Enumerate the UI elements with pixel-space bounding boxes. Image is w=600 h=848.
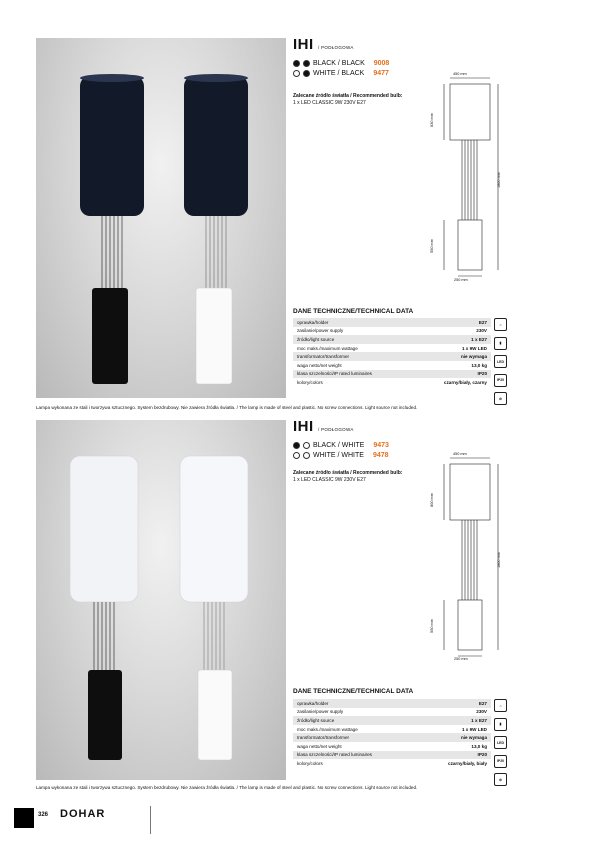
variant-row bbox=[293, 452, 389, 459]
shade-color-swatch bbox=[293, 60, 300, 67]
bulb-title: Zalecane źródło światła / Recommended bulb: bbox=[293, 93, 403, 99]
base-color-swatch bbox=[303, 442, 310, 449]
spec-label: moc maks./maximum wattage bbox=[297, 726, 358, 732]
shade-color-swatch bbox=[293, 70, 300, 77]
technical-data-title: DANE TECHNICZNE/TECHNICAL DATA bbox=[293, 308, 414, 315]
spec-label: transformator/transformer bbox=[297, 735, 350, 741]
spec-row bbox=[293, 344, 491, 353]
spec-value: E27 bbox=[478, 700, 487, 706]
spec-label: moc maks./maximum wattage bbox=[297, 345, 358, 351]
variant-code: 9473 bbox=[373, 442, 389, 449]
indoor-icon: ⌂ bbox=[494, 318, 507, 331]
spec-row bbox=[293, 716, 491, 725]
shade-color-swatch bbox=[293, 452, 300, 459]
base-color-swatch bbox=[303, 60, 310, 67]
spec-value: nie wymaga bbox=[460, 735, 487, 741]
dim-base-width: 250 mm bbox=[454, 278, 468, 282]
variant-label: BLACK / WHITE bbox=[313, 442, 365, 449]
lamp-icon: ▮ bbox=[494, 718, 507, 731]
no-dimmer-icon: ⊘ bbox=[494, 773, 507, 786]
spec-value: IP20 bbox=[477, 371, 487, 377]
dim-base-height: 550 mm bbox=[429, 239, 434, 253]
spec-row bbox=[293, 759, 491, 768]
spec-value: 230V bbox=[476, 328, 487, 334]
product-type: / PODŁOGOWA bbox=[318, 427, 354, 432]
variant-row bbox=[293, 60, 389, 67]
spec-row bbox=[293, 318, 491, 327]
shade-color-swatch bbox=[293, 442, 300, 449]
lamp-icon: ▮ bbox=[494, 337, 507, 350]
variant-code: 9008 bbox=[373, 60, 390, 67]
footer-block bbox=[14, 808, 34, 828]
spec-label: kolory/colors bbox=[297, 760, 323, 766]
brand-logo: DOHAR bbox=[60, 808, 106, 820]
page-number: 326 bbox=[38, 812, 49, 818]
spec-value: E27 bbox=[478, 319, 487, 325]
variant-row bbox=[293, 442, 389, 449]
product-type: / PODŁOGOWA bbox=[318, 45, 354, 50]
technical-data-table bbox=[293, 318, 491, 387]
spec-value: czarny/biały, czarny bbox=[443, 379, 487, 385]
spec-row bbox=[293, 327, 491, 336]
recommended-bulb bbox=[293, 93, 402, 106]
spec-row bbox=[293, 335, 491, 344]
lamp-illustration bbox=[36, 420, 286, 780]
led-icon: LED bbox=[494, 736, 507, 749]
spec-label: transformator/transformer bbox=[297, 354, 350, 360]
spec-label: klasa szczelności/IP rated luminaires bbox=[297, 371, 372, 377]
product-note: Lampa wykonana ze stali i tworzywa sztucznego. System bezdrubowy. Nie zawiera źródła światła. / The lamp is made of steel and plastic. No screw connections. Light source not included. bbox=[36, 405, 418, 410]
spec-label: oprawka/holder bbox=[297, 319, 329, 325]
spec-label: kolory/colors bbox=[297, 379, 323, 385]
base-color-swatch bbox=[303, 70, 310, 77]
product-title: IHI bbox=[293, 418, 314, 435]
spec-label: źródło/light source bbox=[297, 717, 335, 723]
spec-row bbox=[293, 370, 491, 379]
feature-icons bbox=[494, 318, 507, 411]
dim-base-width: 250 mm bbox=[454, 657, 468, 661]
spec-label: źródło/light source bbox=[297, 336, 335, 342]
spec-label: klasa szczelności/IP rated luminaires bbox=[297, 752, 372, 758]
dimension-drawing bbox=[430, 70, 520, 290]
indoor-icon: ⌂ bbox=[494, 699, 507, 712]
technical-data-table bbox=[293, 699, 491, 768]
spec-row bbox=[293, 352, 491, 361]
spec-value: 13,0 kg bbox=[471, 362, 487, 368]
spec-value: 13,0 kg bbox=[471, 743, 487, 749]
spec-label: waga netto/net weight bbox=[297, 743, 342, 749]
spec-value: 1 x 9W LED bbox=[461, 726, 487, 732]
spec-row bbox=[293, 378, 491, 387]
variant-label: BLACK / BLACK bbox=[313, 60, 365, 67]
product-title: IHI bbox=[293, 36, 314, 53]
spec-row bbox=[293, 725, 491, 734]
spec-row bbox=[293, 742, 491, 751]
spec-label: oprawka/holder bbox=[297, 700, 329, 706]
dim-top-width: 450 mm bbox=[453, 72, 467, 76]
spec-label: zasilanie/power supply bbox=[297, 328, 344, 334]
spec-label: zasilanie/power supply bbox=[297, 709, 344, 715]
ip20-icon: IP20 bbox=[494, 755, 507, 768]
spec-value: 1 x E27 bbox=[471, 336, 487, 342]
dim-top-width: 450 mm bbox=[453, 452, 467, 456]
spec-row bbox=[293, 361, 491, 370]
bulb-text: 1 x LED CLASSIC 9W 230V E27 bbox=[293, 99, 366, 106]
spec-value: IP20 bbox=[477, 752, 487, 758]
no-dimmer-icon: ⊘ bbox=[494, 392, 507, 405]
feature-icons bbox=[494, 699, 507, 792]
spec-value: nie wymaga bbox=[460, 354, 487, 360]
dim-base-height: 550 mm bbox=[429, 619, 434, 633]
variant-code: 9478 bbox=[372, 452, 389, 459]
spec-row bbox=[293, 699, 491, 708]
dimension-drawing bbox=[430, 450, 520, 665]
spec-row bbox=[293, 751, 491, 760]
lamp-illustration bbox=[36, 38, 286, 398]
technical-data-title: DANE TECHNICZNE/TECHNICAL DATA bbox=[293, 688, 414, 695]
product-photo-white-shades bbox=[36, 420, 286, 780]
led-icon: LED bbox=[494, 355, 507, 368]
dim-total-height: 1800 mm bbox=[496, 172, 501, 188]
variant-code: 9477 bbox=[373, 70, 389, 77]
bulb-text: 1 x LED CLASSIC 9W 230V E27 bbox=[293, 476, 366, 483]
spec-value: 230V bbox=[476, 709, 487, 715]
ip20-icon: IP20 bbox=[494, 374, 507, 387]
footer-divider bbox=[150, 806, 151, 834]
dim-shade-height: 830 mm bbox=[429, 113, 434, 127]
spec-value: czarny/biały, biały bbox=[448, 760, 487, 766]
dim-total-height: 1800 mm bbox=[496, 552, 501, 568]
variant-label: WHITE / BLACK bbox=[313, 70, 365, 77]
dim-shade-height: 800 mm bbox=[429, 493, 434, 507]
spec-row bbox=[293, 708, 491, 717]
product-photo-black-shades bbox=[36, 38, 286, 398]
spec-label: waga netto/net weight bbox=[297, 362, 342, 368]
spec-row bbox=[293, 733, 491, 742]
base-color-swatch bbox=[303, 452, 310, 459]
spec-value: 1 x 9W LED bbox=[461, 345, 487, 351]
product-note: Lampa wykonana ze stali i tworzywa sztucznego. System bezdrubowy. Nie zawiera źródła światła. / The lamp is made of steel and plastic. No screw connections. Light source not included. bbox=[36, 785, 418, 790]
spec-value: 1 x E27 bbox=[471, 717, 487, 723]
variant-label: WHITE / WHITE bbox=[313, 452, 364, 459]
recommended-bulb bbox=[293, 470, 402, 483]
variant-row bbox=[293, 70, 389, 77]
bulb-title: Zalecane źródło światła / Recommended bulb: bbox=[293, 470, 403, 476]
